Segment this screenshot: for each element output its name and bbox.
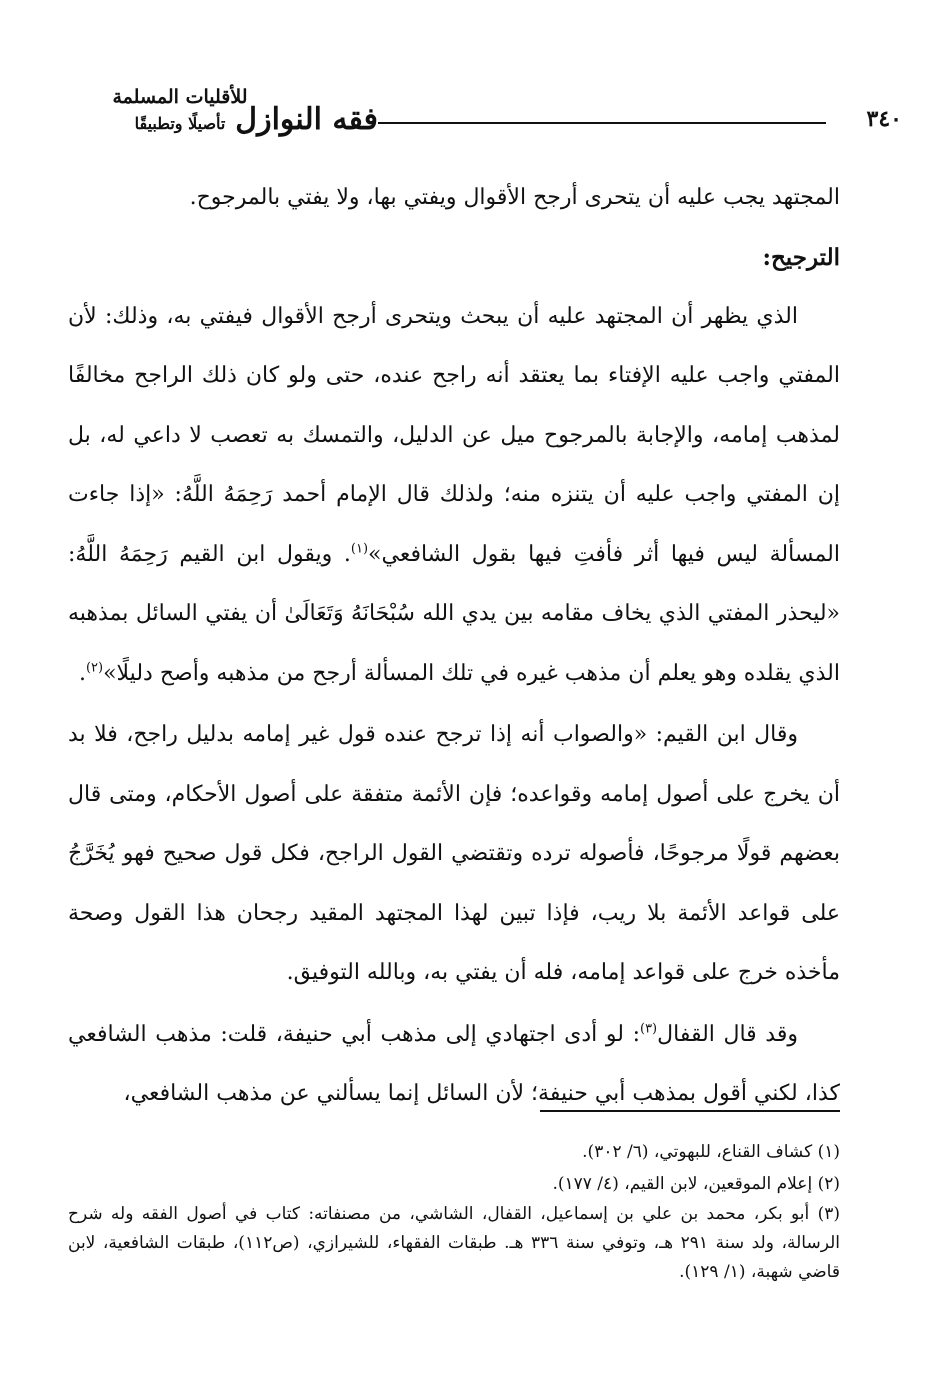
header-subtitle-line2: تأصيلًا وتطبيقًا bbox=[134, 114, 226, 133]
footnote-ref-2[interactable]: (٢) bbox=[85, 660, 104, 676]
header-subtitle-line1: للأقليات المسلمة bbox=[112, 86, 248, 108]
section-heading: الترجيح: bbox=[762, 243, 840, 271]
paragraph-tarjih-part2: . ويقول ابن القيم رَحِمَهُ اللَّهُ: «ليحذر المفتي الذي يخاف مقامه بين يدي الله سُبْحَانَهُ وَتَعَالَىٰ أن يفتي السائل بمذهبه الذي يقلده وهو يعلم أن مذهب غيره في تلك المسألة أرجح من مذهبه وأصح دليلًا» bbox=[68, 541, 840, 686]
paragraph-qaffal-part1: وقد قال القفال bbox=[657, 1021, 798, 1047]
footnote-ref-3[interactable]: (٣) bbox=[639, 1021, 658, 1037]
main-text bbox=[68, 168, 840, 1124]
paragraph-tarjih-part3: . bbox=[78, 660, 86, 686]
footnote-ref-1[interactable]: (١) bbox=[350, 541, 369, 557]
running-header bbox=[60, 72, 902, 152]
footnote-3: (٣) أبو بكر، محمد بن علي بن إسماعيل، القفال، الشاشي، من مصنفاته: كتاب في أصول الفقه وله شرح الرسالة، ولد سنة ٢٩١ هـ، وتوفي سنة ٣٣٦ هـ. طبقات الفقهاء، للشيرازي، (ص١١٢)، طبقات الشافعية، لابن قاضي شهبة، (١/ ١٢٩). bbox=[68, 1204, 841, 1282]
paragraph-tarjih bbox=[68, 287, 840, 704]
paragraph-qaffal bbox=[68, 1005, 840, 1124]
header-book-title: فقه النوازل bbox=[235, 102, 378, 137]
footnote-separator bbox=[540, 1110, 840, 1112]
header-rule bbox=[378, 122, 826, 124]
paragraph-opening: المجتهد يجب عليه أن يتحرى أرجح الأقوال ويفتي بها، ولا يفتي بالمرجوح. bbox=[189, 185, 840, 210]
footnotes bbox=[68, 1136, 840, 1287]
footnote-1: (١) كشاف القناع، للبهوتي، (٦/ ٣٠٢). bbox=[582, 1142, 840, 1162]
paragraph-ibn-qayyim: وقال ابن القيم: «والصواب أنه إذا ترجح عنده قول غير إمامه بدليل راجح، فلا بد أن يخرج على أصول إمامه وقواعده؛ فإن الأئمة متفقة على أصول الأحكام، ومتى قال بعضهم قولًا مرجوحًا، فأصوله ترده وتقتضي القول الراجح، فكل قول صحيح فهو يُخَرَّجُ على قواعد الأئمة بلا ريب، فإذا تبين لهذا المجتهد المقيد رجحان هذا القول وصحة مأخذه خرج على قواعد إمامه، فله أن يفتي به، وبالله التوفيق. bbox=[68, 722, 840, 985]
page-number: ٣٤٠ bbox=[866, 106, 902, 132]
paragraph-qaffal-part2: : لو أدى اجتهادي إلى مذهب أبي حنيفة، قلت: مذهب الشافعي كذا، لكني أقول بمذهب أبي حنيفة؛ لأن السائل إنما يسألني عن مذهب الشافعي، bbox=[68, 1021, 840, 1106]
footnote-2: (٢) إعلام الموقعين، لابن القيم، (٤/ ١٧٧). bbox=[552, 1174, 840, 1194]
paragraph-tarjih-part1: الذي يظهر أن المجتهد عليه أن يبحث ويتحرى أرجح الأقوال فيفتي به، وذلك: لأن المفتي واجب عليه الإفتاء بما يعتقد أنه راجح عنده، حتى ولو كان ذلك الراجح مخالفًا لمذهب إمامه، والإجابة بالمرجوح ميل عن الدليل، والتمسك به تعصب لا داعي له، بل إن المفتي واجب عليه أن يتنزه منه؛ ولذلك قال الإمام أحمد رَحِمَهُ اللَّهُ: «إذا جاءت المسألة ليس فيها أثر فأفتِ فيها بقول الشافعي» bbox=[68, 303, 840, 567]
